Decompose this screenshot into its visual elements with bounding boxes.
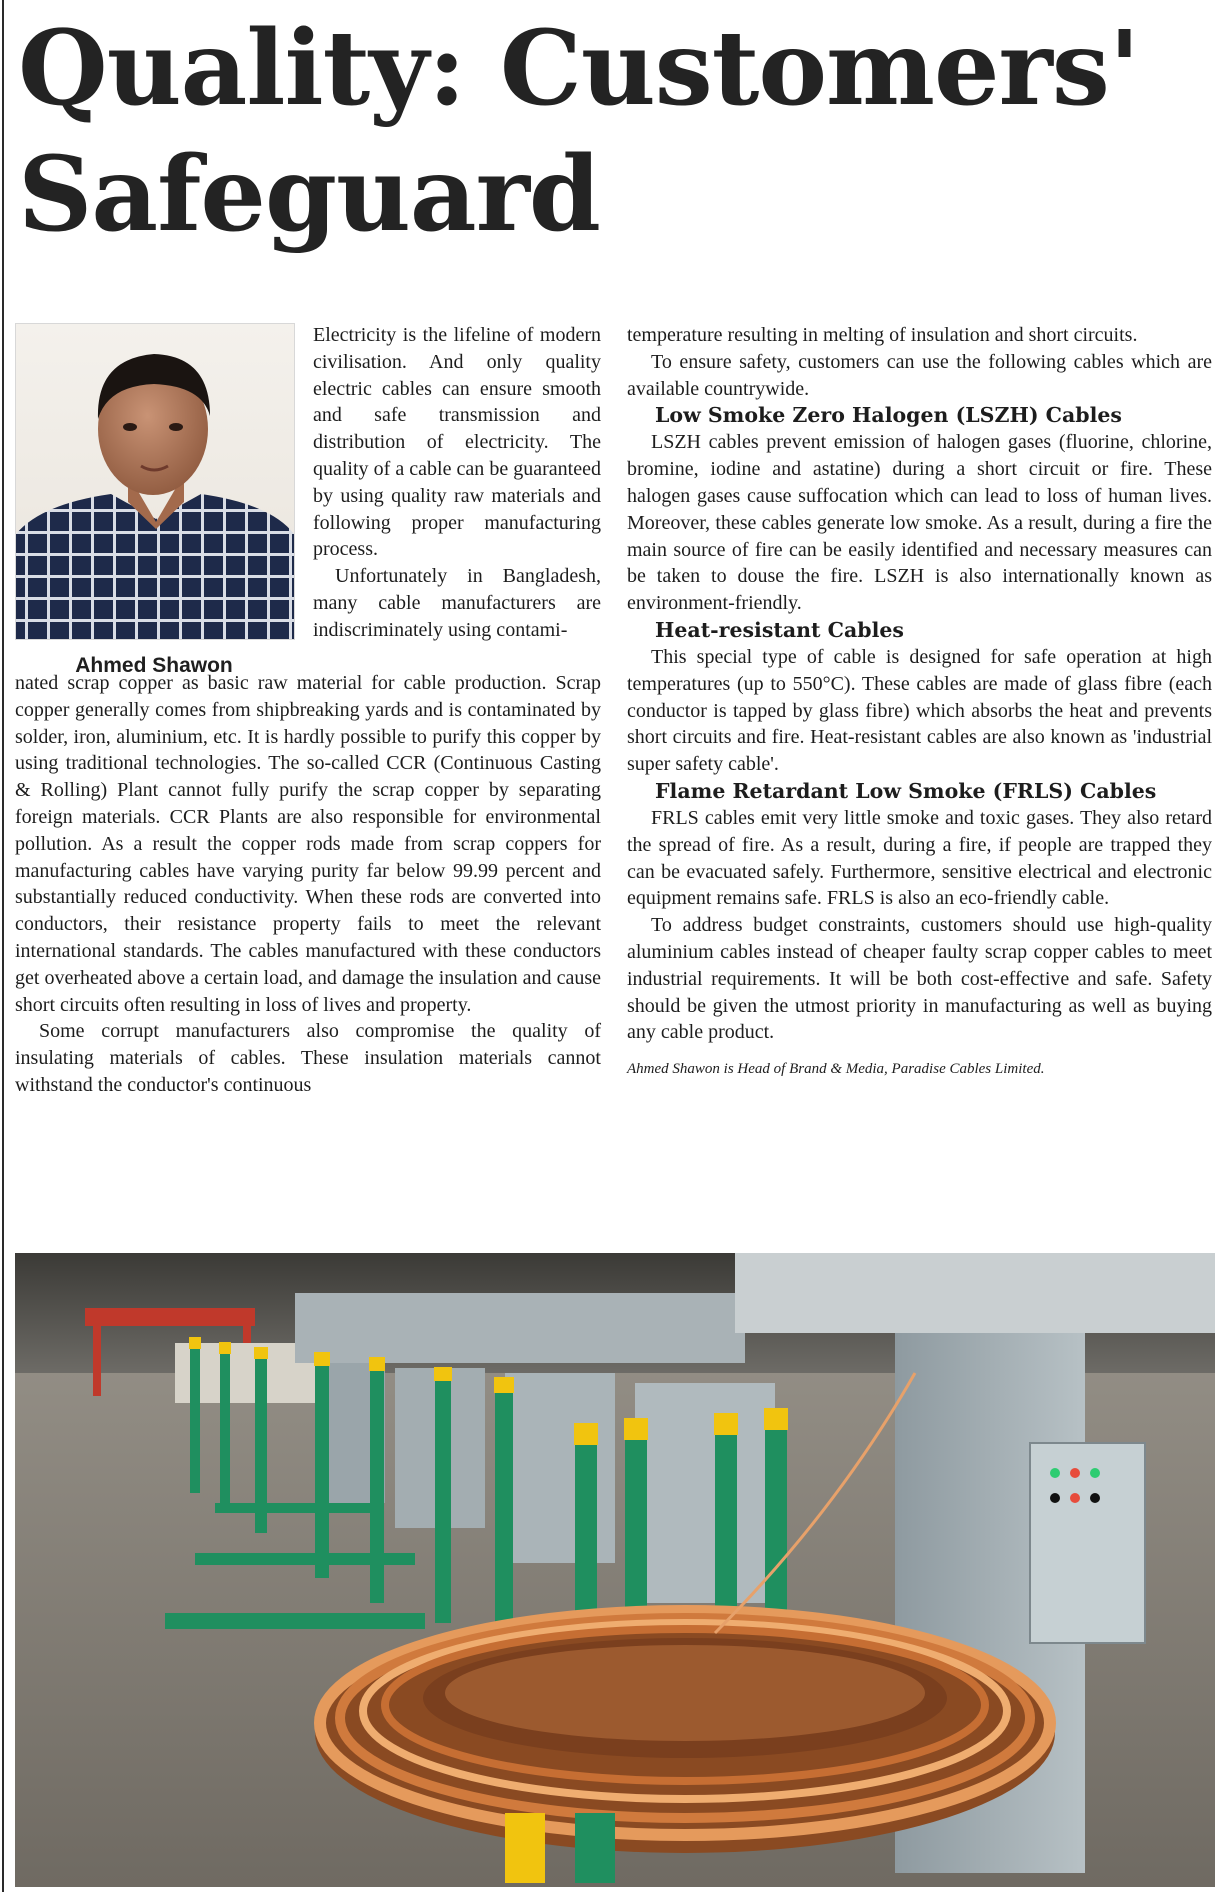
- intro-column-text: [313, 322, 601, 644]
- section-body-heat-resistant: This special type of cable is designed for safe operation at high temperatures (up to 550°C). These cables are made of glass fibre (each conductor is tapped by glass fibre) which absorbs the heat and prevents short circuits and fire. Heat-resistant cables are also known as 'industrial super safety cable'.: [627, 645, 1212, 776]
- author-photo: [15, 323, 295, 640]
- author-caption: Ahmed Shawon: [75, 654, 233, 677]
- paragraph-3-continued: temperature resulting in melting of insulation and short circuits.: [627, 324, 1138, 346]
- left-column-body: [15, 670, 601, 1099]
- headline: Quality: Customers' Safeguard: [18, 8, 1140, 255]
- section-heading-frls: Flame Retardant Low Smoke (FRLS) Cables: [655, 778, 1157, 803]
- closing-paragraph: To address budget constraints, customers should use high-quality aluminium cables instead of cheaper faulty scrap copper cables to meet industrial requirements. It will be both cost-effective and safe. Safety should be given the utmost priority in manufacturing as well as buying any cable product.: [627, 914, 1212, 1044]
- section-heading-lszh: Low Smoke Zero Halogen (LSZH) Cables: [655, 403, 1122, 428]
- paragraph-4: To ensure safety, customers can use the following cables which are available countrywide.: [627, 350, 1212, 400]
- section-body-frls: FRLS cables emit very little smoke and toxic gases. They also retard the spread of fire. As a result, during a fire, if people are trapped they can be evacuated safely. Furthermore, sensitive electrical and electronic equipment remains safe. FRLS is also an eco-friendly cable.: [627, 806, 1212, 910]
- section-body-lszh: LSZH cables prevent emission of halogen gases (fluorine, chlorine, bromine, iodine and astatine) during a short circuit or fire. These halogen gases cause suffocation which can lead to loss of human lives. Moreover, these cables generate low smoke. As a result, during a fire the main source of fire can be easily identified and necessary measures can be taken to douse the fire. LSZH is also internationally known as environment-friendly.: [627, 431, 1212, 615]
- paragraph-2-start: Unfortunately in Bangladesh, many cable manufacturers are indiscriminately using contami-: [313, 565, 601, 641]
- section-heading-heat-resistant: Heat-resistant Cables: [655, 617, 904, 642]
- column-rule: [2, 0, 4, 1892]
- author-note: Ahmed Shawon is Head of Brand & Media, Paradise Cables Limited.: [627, 1061, 1045, 1078]
- right-column: [627, 322, 1212, 1079]
- factory-photo: [15, 1253, 1215, 1887]
- paragraph-2-continued: nated scrap copper as basic raw material for cable production. Scrap copper generally comes from shipbreaking yards and is contaminated by solder, iron, aluminium, etc. It is hardly possible to purify this copper by using traditional technologies. The so-called CCR (Continuous Casting & Rolling) Plant cannot fully purify the scrap copper by separating foreign materials. CCR Plants are also responsible for environmental pollution. As a result the copper rods made from scrap coppers for manufacturing cables have varying purity far below 99.99 percent and substantially reduced conductivity. When these rods are converted into conductors, their resistance property fails to meet the relevant international standards. The cables manufactured with these conductors get overheated above a certain load, and damage the insulation and cause short circuits often resulting in loss of lives and property.: [15, 672, 601, 1016]
- paragraph-3: Some corrupt manufacturers also compromise the quality of insulating materials of cables. These insulation materials cannot withstand the conductor's continuous: [15, 1020, 601, 1096]
- intro-paragraph: Electricity is the lifeline of modern civilisation. And only quality electric cables can ensure smooth and safe transmission and distribution of electricity. The quality of a cable can be guaranteed by using quality raw materials and following proper manufacturing process.: [313, 324, 601, 561]
